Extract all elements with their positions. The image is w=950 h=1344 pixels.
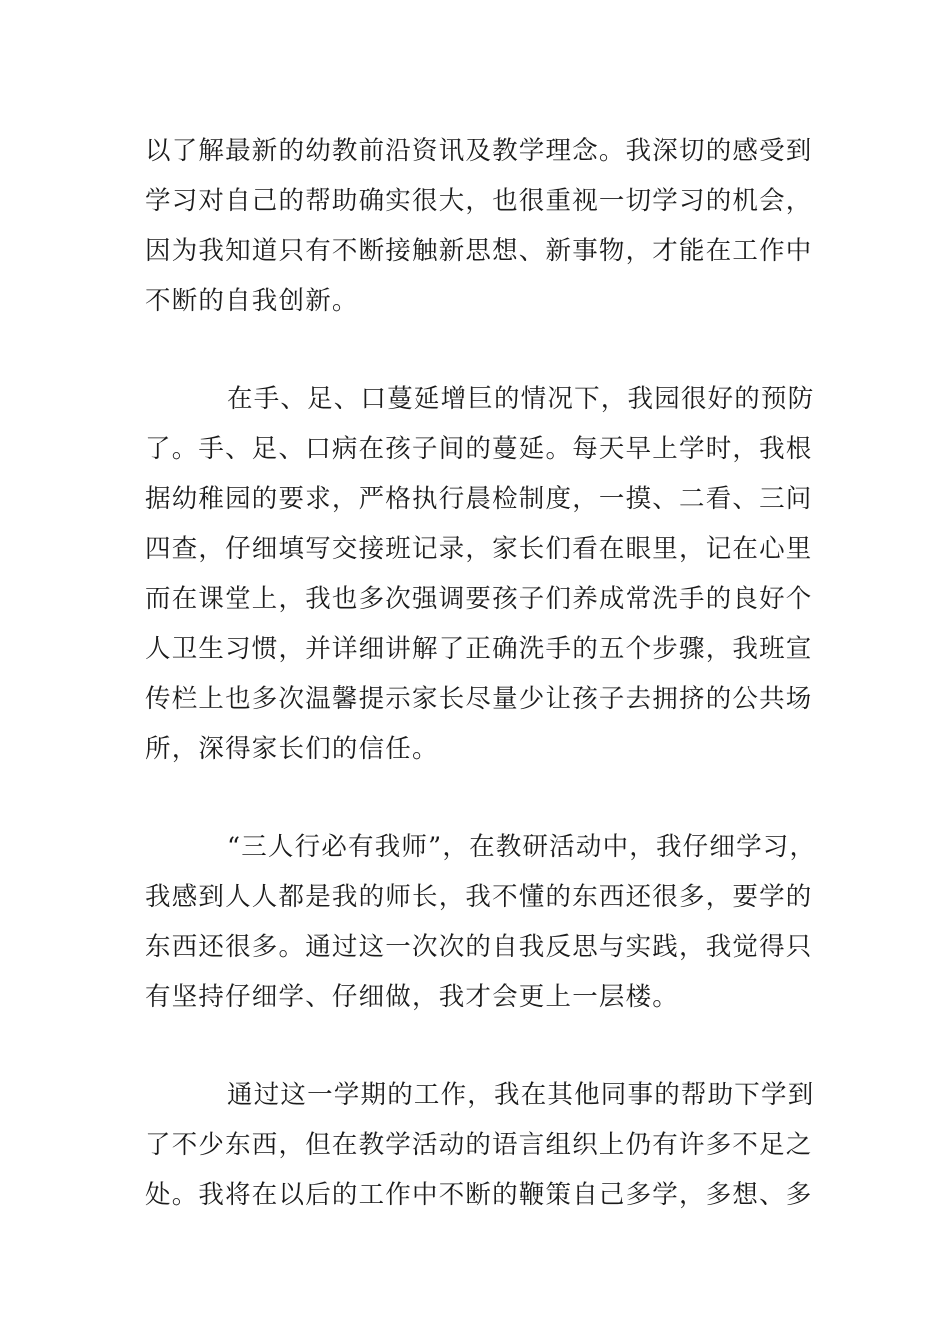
text-line: 处。我将在以后的工作中不断的鞭策自己多学，多想、多: [145, 1180, 813, 1210]
text-line: 以了解最新的幼教前沿资讯及教学理念。我深切的感受到: [145, 136, 813, 166]
text-line: 在手、足、口蔓延增巨的情况下，我园很好的预防: [227, 384, 815, 414]
paragraph-semester-summary: [145, 1070, 815, 1220]
text-line: 人卫生习惯，并详细讲解了正确洗手的五个步骤，我班宣: [145, 634, 813, 664]
text-line: 我感到人人都是我的师长，我不懂的东西还很多，要学的: [145, 882, 813, 912]
text-line: 四查，仔细填写交接班记录，家长们看在眼里，记在心里: [145, 534, 813, 564]
text-line: 有坚持仔细学、仔细做，我才会更上一层楼。: [145, 982, 680, 1012]
text-line: 东西还很多。通过这一次次的自我反思与实践，我觉得只: [145, 932, 813, 962]
text-line: 所，深得家长们的信任。: [145, 734, 439, 764]
text-line: 学习对自己的帮助确实很大，也很重视一切学习的机会，: [145, 186, 813, 216]
text-line: 而在课堂上，我也多次强调要孩子们养成常洗手的良好个: [145, 584, 813, 614]
text-line: 了。手、足、口病在孩子间的蔓延。每天早上学时，我根: [145, 434, 813, 464]
text-line: 不断的自我创新。: [145, 286, 359, 316]
text-line: “三人行必有我师”，在教研活动中，我仔细学习，: [227, 832, 817, 862]
paragraph-teaching-research: [145, 822, 815, 1022]
text-line: 据幼稚园的要求，严格执行晨检制度，一摸、二看、三问: [145, 484, 813, 514]
text-line: 通过这一学期的工作，我在其他同事的帮助下学到: [227, 1080, 815, 1110]
paragraph-disease-prevention: [145, 374, 815, 774]
text-line: 了不少东西，但在教学活动的语言组织上仍有许多不足之: [145, 1130, 813, 1160]
paragraph-learning: [145, 126, 815, 326]
text-line: 因为我知道只有不断接触新思想、新事物，才能在工作中: [145, 236, 813, 266]
text-line: 传栏上也多次温馨提示家长尽量少让孩子去拥挤的公共场: [145, 684, 813, 714]
